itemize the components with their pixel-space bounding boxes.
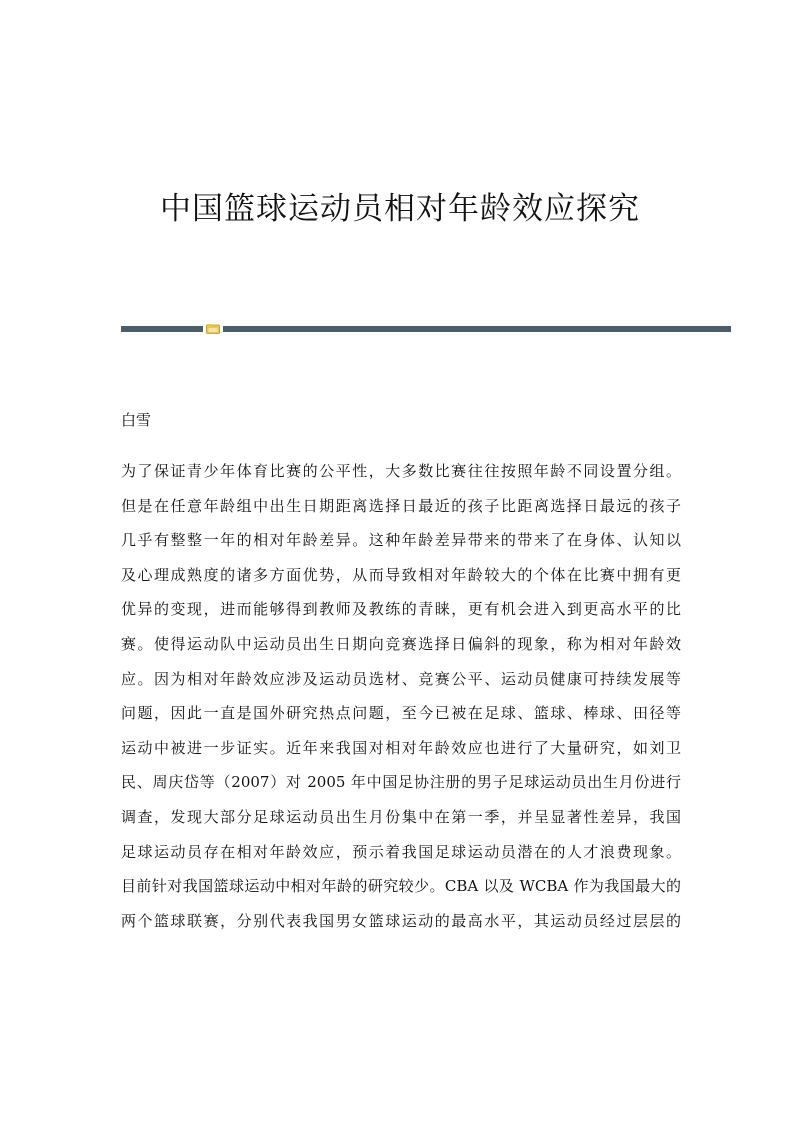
body-line: 为了保证青少年体育比赛的公平性，大多数比赛往往按照年龄不同设置分组。 [121, 462, 681, 480]
body-line: 及心理成熟度的诸多方面优势，从而导致相对年龄较大的个体在比赛中拥有更 [121, 565, 681, 584]
author-name: 白雪 [121, 411, 152, 429]
body-line: 但是在任意年龄组中出生日期距离选择日最近的孩子比距离选择日最远的孩子 [121, 496, 681, 515]
body-line: 足球运动员存在相对年龄效应，预示着我国足球运动员潜在的人才浪费现象。 [121, 842, 681, 861]
body-line: 赛。使得运动队中运动员出生日期向竞赛选择日偏斜的现象，称为相对年龄效 [121, 634, 681, 653]
body-line: 运动中被进一步证实。近年来我国对相对年龄效应也进行了大量研究，如刘卫 [121, 738, 681, 757]
divider-left-bar [121, 326, 203, 332]
body-line: 应。因为相对年龄效应涉及运动员选材、竞赛公平、运动员健康可持续发展等 [121, 669, 681, 688]
body-paragraph [121, 454, 681, 938]
body-line: 调查，发现大部分足球运动员出生月份集中在第一季，并呈显著性差异，我国 [121, 807, 681, 826]
body-line: 几乎有整整一年的相对年龄差异。这种年龄差异带来的带来了在身体、认知以 [121, 531, 681, 550]
folder-emblem-icon [206, 324, 220, 334]
body-line: 优异的变现，进而能够得到教师及教练的青睐，更有机会进入到更高水平的比 [121, 600, 681, 619]
divider-right-bar [223, 326, 731, 332]
body-line: 目前针对我国篮球运动中相对年龄的研究较少。CBA 以及 WCBA 作为我国最大的 [121, 877, 681, 896]
body-line: 民、周庆岱等（2007）对 2005 年中国足协注册的男子足球运动员出生月份进行 [121, 773, 681, 792]
document-title: 中国篮球运动员相对年龄效应探究 [160, 191, 640, 227]
body-line: 问题，因此一直是国外研究热点问题，至今已被在足球、篮球、棒球、田径等 [121, 704, 681, 723]
title-divider [121, 325, 731, 333]
body-line: 两个篮球联赛，分别代表我国男女篮球运动的最高水平，其运动员经过层层的 [121, 911, 681, 930]
